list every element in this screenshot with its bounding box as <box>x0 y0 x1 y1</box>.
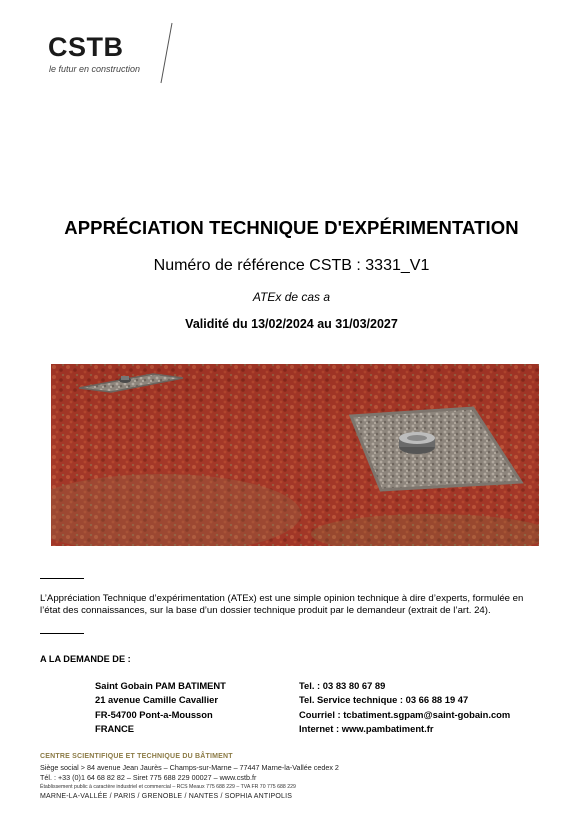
green-roof-photo <box>51 364 539 546</box>
contact-email[interactable]: Courriel : tcbatiment.sgpam@saint-gobain.com <box>299 708 511 720</box>
footer-tel: Tél. : +33 (0)1 64 68 82 82 – Siret 775 688 229 00027 – www.cstb.fr <box>40 773 257 782</box>
cstb-logo <box>48 22 173 82</box>
applicant-address <box>95 679 226 736</box>
separator-rule-bottom <box>40 633 84 634</box>
footer-siege: Siège social > 84 avenue Jean Jaurès – Champs-sur-Marne – 77447 Marne-la-Vallée cedex 2 <box>40 763 339 772</box>
address-line: FR-54700 Pont-a-Mousson <box>95 708 213 720</box>
atex-case: ATEx de cas a <box>252 290 331 304</box>
footer-org-name: CENTRE SCIENTIFIQUE ET TECHNIQUE DU BÂTIMENT <box>40 753 233 760</box>
address-line: Saint Gobain PAM BATIMENT <box>95 680 226 691</box>
separator-rule-top <box>40 578 84 579</box>
contact-phone: Tel. : 03 83 80 67 89 <box>299 680 386 691</box>
disclaimer-line-1: L’Appréciation Technique d’expérimentation (ATEx) est une simple opinion technique à dire d’experts, formulée en <box>40 593 524 604</box>
logo-name: CSTB <box>48 32 124 62</box>
address-line: FRANCE <box>95 722 135 734</box>
footer-legal: Établissement public à caractère industriel et commercial – RCS Meaux 775 688 229 – TVA FR 70 775 688 229 <box>40 784 296 790</box>
contact-tech-phone: Tel. Service technique : 03 66 88 19 47 <box>299 694 469 706</box>
document-title: APPRÉCIATION TECHNIQUE D'EXPÉRIMENTATION <box>64 217 519 238</box>
validity-period: Validité du 13/02/2024 au 31/03/2027 <box>185 317 398 331</box>
contact-website[interactable]: Internet : www.pambatiment.fr <box>299 722 434 734</box>
footer-cities: MARNE-LA-VALLÉE / PARIS / GRENOBLE / NANTES / SOPHIA ANTIPOLIS <box>40 793 293 800</box>
address-line: 21 avenue Camille Cavallier <box>95 694 218 706</box>
applicant-contacts <box>299 679 510 736</box>
logo-tagline: le futur en construction <box>49 64 141 74</box>
demand-label: A LA DEMANDE DE : <box>40 654 131 664</box>
disclaimer-line-2: l’état des connaissances, sur la base d’un dossier technique produit par le demandeur (extrait de l’art. 24). <box>40 605 491 617</box>
reference-number: Numéro de référence CSTB : 3331_V1 <box>153 257 430 274</box>
logo-slash-icon <box>160 22 174 84</box>
disclaimer-text <box>40 593 543 618</box>
